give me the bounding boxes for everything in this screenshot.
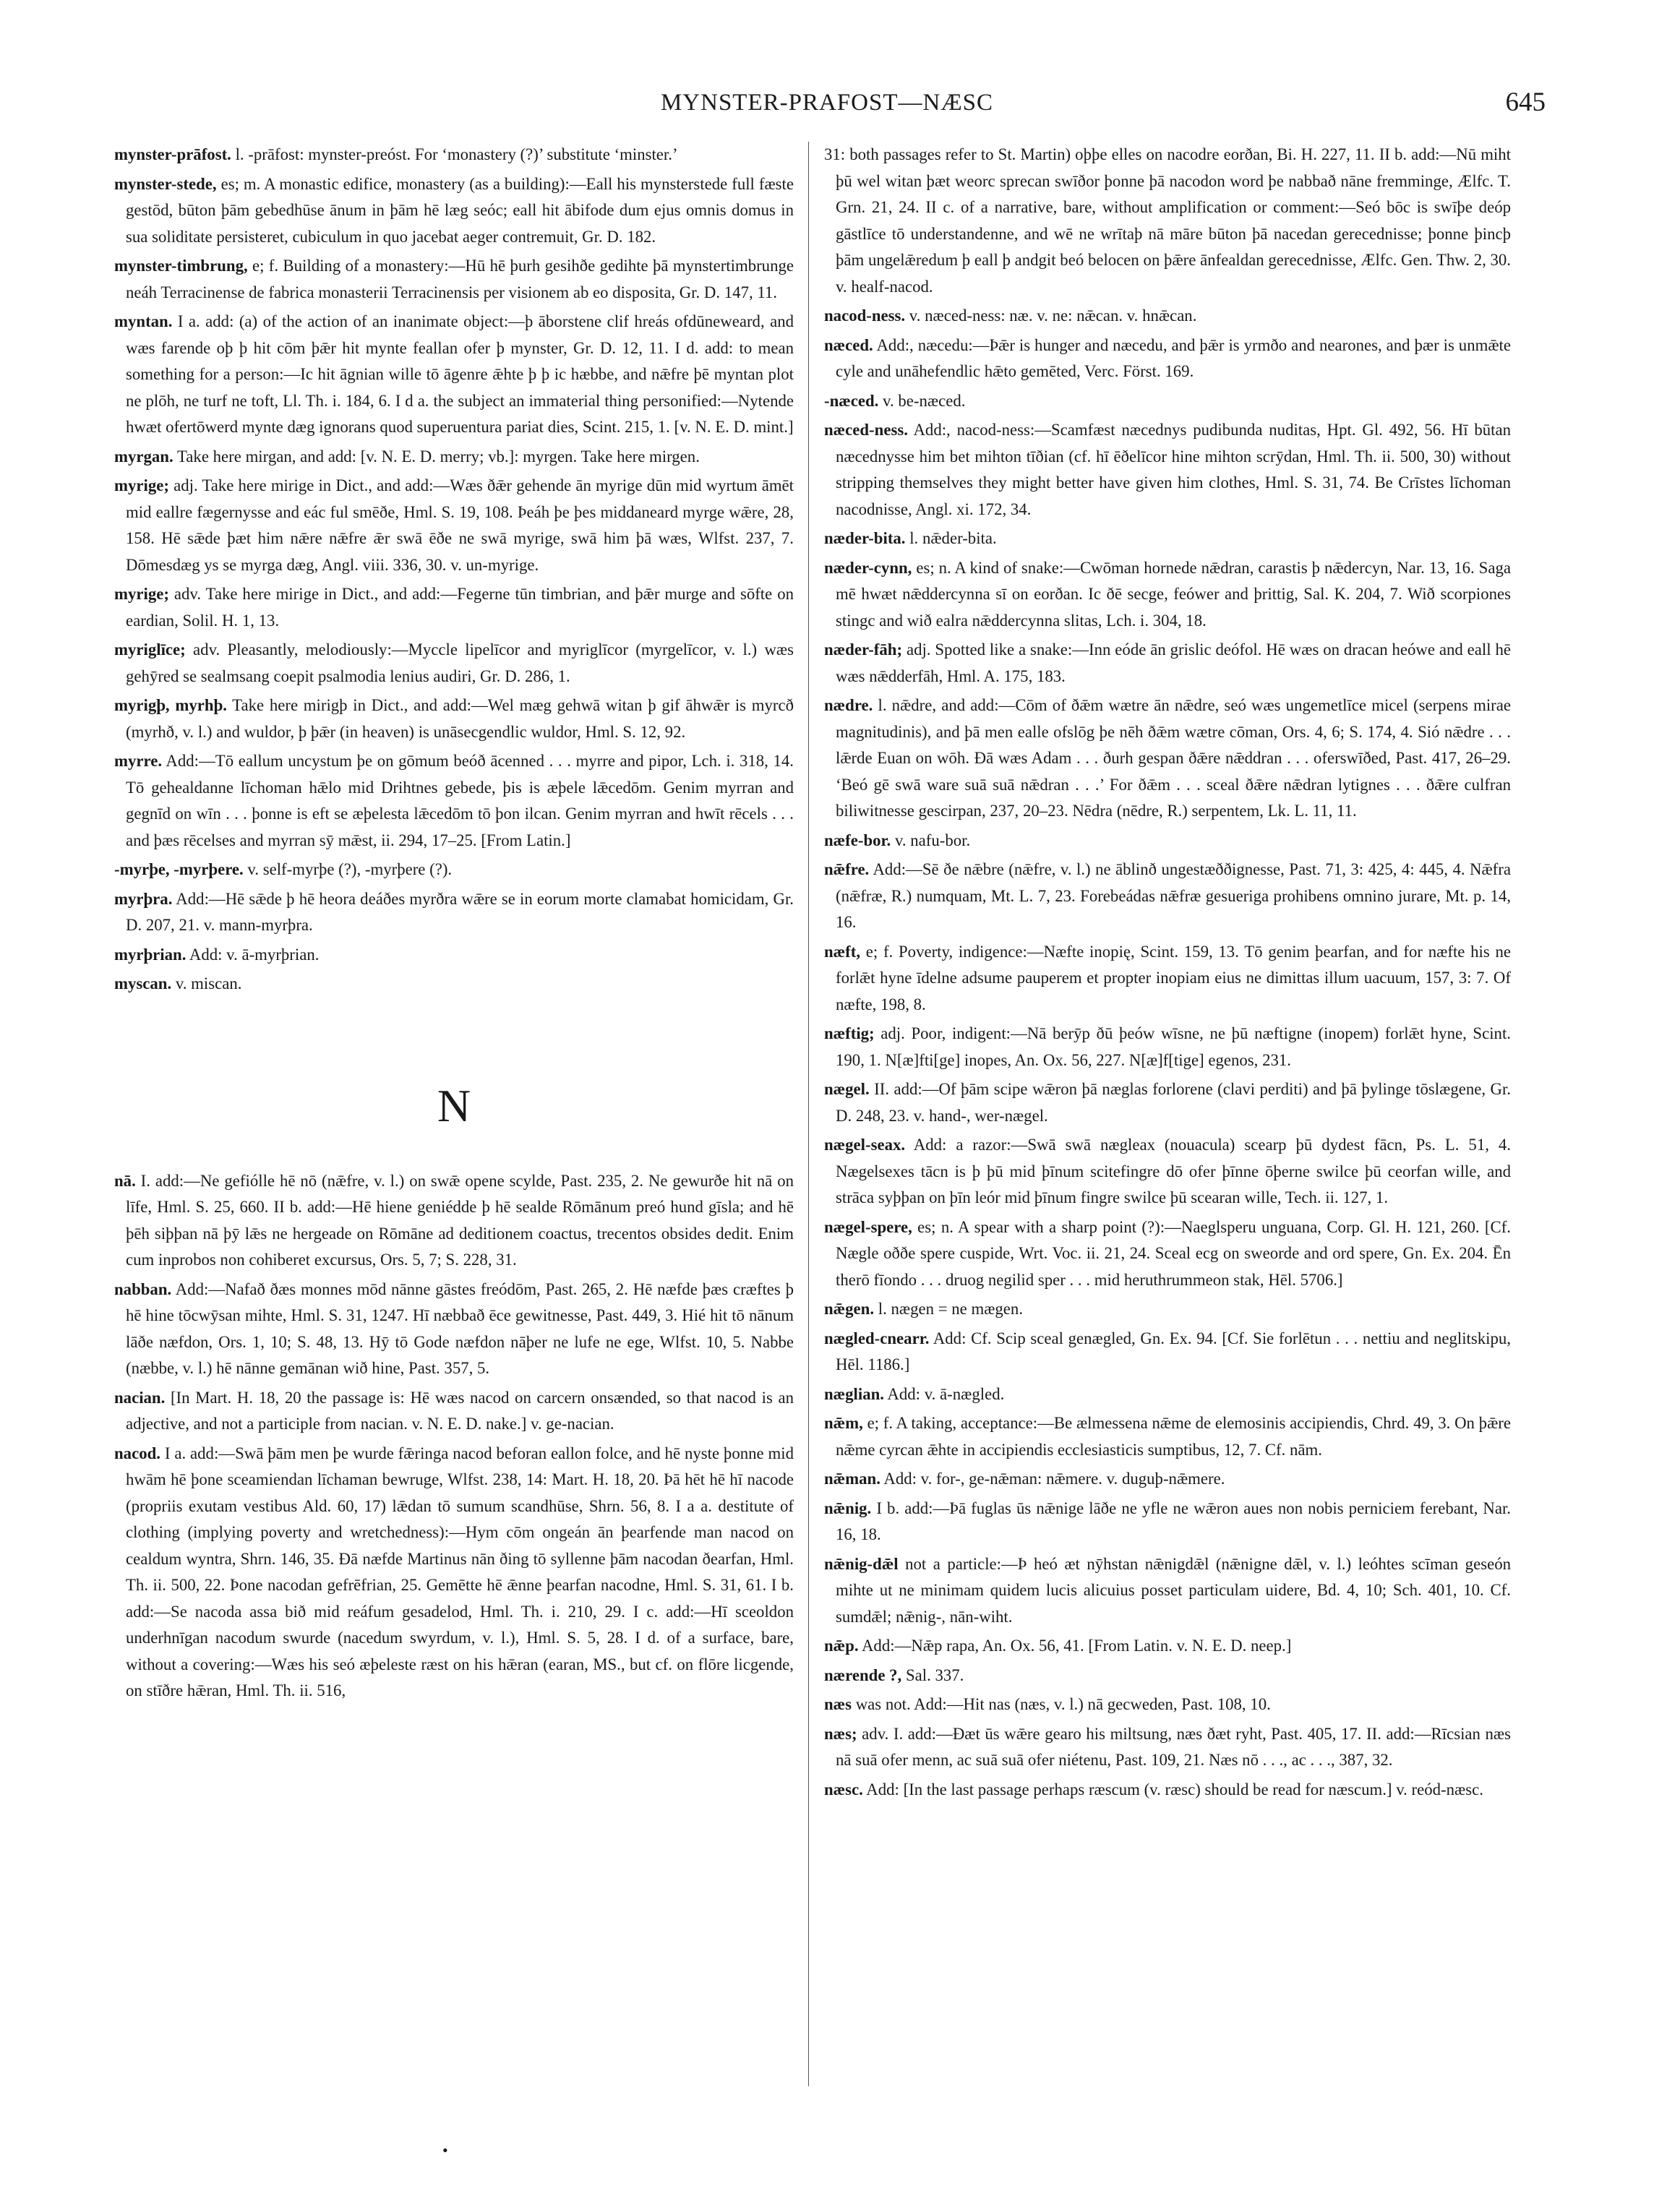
- dictionary-entry: [824, 693, 1511, 825]
- entry-headword: næsc.: [824, 1780, 863, 1799]
- dictionary-entry: [114, 857, 794, 883]
- entry-body: I a. add: (a) of the action of an inanimate object:—þ āborstene clif hreás ofdūneweard, and wæs farende oþ þ hit cōm þǣr hit mynte feallan ofer þ mynster, Gr. D. 12, 11. I d. add: to mean something for a person:—Ic hit āgnian wille tō āgenre ǣhte þ þ ic hæbbe, and nǣfre þē myntan plot ne plōh, ne turf ne toft, Ll. Th. i. 184, 6. I d a. the subject an immaterial thing personified:—Nytende hwæt ofertōwerd mynte dæg ignorans quod superuentura pariat dies, Scint. 215, 1. [v. N. E. D. mint.]: [126, 312, 794, 436]
- dictionary-entry: [824, 1692, 1511, 1718]
- entry-headword: nægel-spere,: [824, 1217, 912, 1236]
- entry-body: adj. Poor, indigent:—Nā berȳp ðū þeów wīsne, ne þū næftigne (inopem) forlǣt hyne, Scint. 190, 1. N[æ]fti[ge] inopes, An. Ox. 56, 227. N[æ]f[tige] egenos, 231.: [836, 1024, 1511, 1069]
- dictionary-entry: [824, 417, 1511, 523]
- entry-headword: myscan.: [114, 974, 172, 993]
- right-column: [824, 142, 1511, 1806]
- dictionary-entry: [824, 1076, 1511, 1129]
- entry-body: Add:, næcedu:—Þǣr is hunger and næcedu, and þǣr is yrmðo and nearones, and þær is unmǣte cyle and unāhefendlic hǣto gemēted, Verc. Först. 169.: [836, 335, 1511, 380]
- dictionary-entry: [114, 637, 794, 690]
- entry-headword: nacod-ness.: [824, 306, 906, 325]
- entry-body: es; n. A spear with a sharp point (?):—Naeglsperu unguana, Corp. Gl. H. 121, 260. [Cf. Nægle oððe spere cuspide, Wrt. Voc. ii. 21, 24. Sceal ecg on sweorde and ord spere, Gn. Ex. 204. Ēn therō fīondo . . . druog negilid sper . . . mid heruthrummeon stak, Hēl. 5706.]: [836, 1217, 1511, 1289]
- entry-headword: myrigþ, myrhþ.: [114, 696, 227, 714]
- entry-headword: nǣnig-dǣl: [824, 1554, 899, 1573]
- entry-headword: nægel.: [824, 1080, 870, 1098]
- entry-body: adv. Take here mirige in Dict., and add:—Fegerne tūn timbrian, and þǣr murge and sōfte on eardian, Solil. H. 1, 13.: [126, 585, 794, 630]
- entry-headword: -næced.: [824, 391, 879, 410]
- entry-headword: nǣm,: [824, 1414, 863, 1432]
- dictionary-entry: [824, 303, 1511, 330]
- entry-body: adv. I. add:—Ðæt ūs wǣre gearo his miltsung, næs ðæt ryht, Past. 405, 17. II. add:—Rīcsian næs nā suā ofer menn, ac suā suā ofer niétenu, Past. 109, 21. Næs nō . . ., ac . . ., 387, 32.: [836, 1724, 1511, 1769]
- entry-headword: nǣp.: [824, 1637, 859, 1655]
- entry-headword: myrige;: [114, 476, 169, 494]
- entry-body: l. nægen = ne mægen.: [874, 1300, 1024, 1318]
- entry-headword: myrige;: [114, 585, 169, 603]
- entry-headword: nā.: [114, 1171, 136, 1190]
- entry-body: II. add:—Of þām scipe wǣron þā næglas forlorene (clavi perditi) and þā þylinge tōslægene, Gr. D. 248, 23. v. hand-, wer-nægel.: [836, 1080, 1511, 1125]
- dictionary-entry: [114, 1385, 794, 1438]
- entry-body: Add:—Sē ðe nǣbre (nǣfre, v. l.) ne āblinð ungestæððignesse, Past. 71, 3: 425, 4: 445, 4. Nǣfra (nǣfræ, R.) numquam, Mt. L. 7, 23. Forebeádas nǣfræ gesueriga prohibens omnino jurare, Mt. p. 14, 16.: [836, 860, 1511, 931]
- entry-body: l. -prāfost: mynster-preóst. For ‘monastery (?)’ substitute ‘minster.’: [231, 145, 678, 163]
- dictionary-entry: [114, 886, 794, 939]
- dictionary-entry: [114, 693, 794, 745]
- dictionary-entry: [824, 1777, 1511, 1804]
- dictionary-entry: [114, 473, 794, 578]
- entry-body: Add:—Nǣp rapa, An. Ox. 56, 41. [From Latin. v. N. E. D. neep.]: [858, 1637, 1292, 1655]
- dictionary-entry: [824, 1021, 1511, 1073]
- entry-headword: nægled-cnearr.: [824, 1329, 930, 1347]
- dictionary-entry: [824, 555, 1511, 635]
- entry-body: I b. add:—Þā fuglas ūs nǣnige lāðe ne yfle ne wǣron aues non nobis perniciem ferebant, Nar. 16, 18.: [836, 1499, 1511, 1543]
- dictionary-entry: [114, 748, 794, 854]
- entry-headword: nacod.: [114, 1444, 160, 1462]
- page-number: 645: [1505, 87, 1546, 117]
- dictionary-entry: [114, 142, 794, 168]
- dictionary-entry: [824, 1132, 1511, 1212]
- entry-headword: myriglīce;: [114, 640, 186, 659]
- entry-body: adj. Take here mirige in Dict., and add:—Wæs ðǣr gehende ān myrige dūn mid wyrtum āmēt mid eallre fægernysse and eác ful smēðe, Hml. S. 19, 108. Þeáh þe þes middaneard myrge wǣre, 28, 158. Hē sǣde þæt him nǣre nǣfre ǣr swā ēðe ne swā myrige, swā him þā wæs, Wlfst. 237, 7. Dōmesdæg ys se myrga dæg, Angl. viii. 336, 30. v. un-myrige.: [126, 476, 794, 574]
- entry-headword: nædre.: [824, 696, 873, 714]
- entry-body: Add: v. ā-nægled.: [883, 1384, 1005, 1403]
- entry-headword: myrþra.: [114, 889, 173, 908]
- entry-body: Take here mirgan, and add: [v. N. E. D. merry; vb.]: myrgen. Take here mirgen.: [173, 447, 700, 466]
- dictionary-entry: [824, 1381, 1511, 1408]
- entry-body: Add:—Hē sǣde þ hē heora deáðes myrðra wǣre se in eorum morte clamabat homicidam, Gr. D. 207, 21. v. mann-myrþra.: [126, 889, 794, 934]
- dictionary-entry: [824, 939, 1511, 1019]
- entry-headword: næglian.: [824, 1384, 884, 1403]
- entry-headword: mynster-timbrung,: [114, 257, 248, 275]
- entry-headword: næfe-bor.: [824, 831, 891, 849]
- running-title: MYNSTER-PRAFOST—NÆSC: [660, 90, 994, 116]
- entry-headword: nabban.: [114, 1279, 172, 1298]
- entry-body: I. add:—Ne gefiólle hē nō (nǣfre, v. l.) on swǣ opene scylde, Past. 235, 2. Ne gewurðe hit nā on līfe, Hml. S. 25, 660. II b. add:—Hē hiene geniédde þ hē sealde Rōmānum preó hund gīsla; and hē þēh siþþan nā þȳ lǣs ne hergeade on Rōmāne ad deditionem coactus, trecentos obsides dedit. Enim cum inprobos non cohiberet excursus, Ors. 5, 7; S. 228, 31.: [126, 1171, 794, 1269]
- entry-body: v. miscan.: [171, 974, 242, 993]
- entry-headword: næder-bita.: [824, 529, 906, 547]
- entry-body: Add:—Nafað ðæs monnes mōd nānne gāstes freódōm, Past. 265, 2. Hē næfde þæs cræftes þ hē hine tōcwȳsan mihte, Hml. S. 31, 1247. Hī næbbað ēce gewitnesse, Past. 449, 3. Hié hit tō nānum lāðe næfdon, Ors. 1, 10; S. 48, 13. Hȳ tō Gode næfdon nāþer ne lufe ne ege, Wlfst. 10, 5. Nabbe (næbbe, v. l.) hē nānne gemānan wið hine, Past. 357, 5.: [126, 1279, 794, 1377]
- dictionary-entry: [114, 253, 794, 306]
- entry-headword: myrgan.: [114, 447, 173, 466]
- dictionary-entry: [824, 637, 1511, 690]
- entry-body: e; f. Building of a monastery:—Hū hē þurh gesihðe gedihte þā mynstertimbrunge neáh Terracinense de fabrica monasterii Terracinensis per visionem ab eo disposita, Gr. D. 147, 11.: [126, 257, 794, 301]
- dictionary-entry: [824, 1466, 1511, 1493]
- dictionary-entry: [114, 1441, 794, 1705]
- dictionary-entry: [114, 1277, 794, 1382]
- entry-headword: næft,: [824, 942, 861, 961]
- column-divider: [808, 142, 809, 2086]
- dictionary-entry: [824, 1326, 1511, 1379]
- entry-headword: nægel-seax.: [824, 1136, 906, 1154]
- dictionary-entry: [114, 581, 794, 634]
- entry-headword: mynster-prāfost.: [114, 145, 231, 163]
- dictionary-entry: [114, 1168, 794, 1274]
- entry-headword: myntan.: [114, 312, 173, 330]
- entry-body: Add:, nacod-ness:—Scamfæst næcednys pudibunda nuditas, Hpt. Gl. 492, 56. Hī būtan næcednysse him bet mihton tīðian (cf. hī ēðelīcor hine mihton scrȳdan, Hml. Th. ii. 500, 30) without stripping themselves they might better have given him clothes, Hml. S. 31, 74. Be Crīstes līchoman nacodnisse, Angl. xi. 172, 34.: [836, 421, 1511, 518]
- entry-headword: næced-ness.: [824, 421, 908, 439]
- dictionary-entry: [824, 1551, 1511, 1631]
- dictionary-entry: [114, 309, 794, 441]
- entry-headword: næced.: [824, 335, 873, 354]
- entry-body: Add: a razor:—Swā swā nægleax (nouacula) scearp þū dydest fācn, Ps. L. 51, 4. Nægelsexes tācn is þ þū mid þīnum scitefingre dō ofer þīnne ōþerne swilce þū ceorfan wille, and strāca syþþan on þīn leór mid þīnum fingre swilce þū scearan wille, Tech. ii. 127, 1.: [836, 1136, 1511, 1206]
- dictionary-entry: [824, 828, 1511, 854]
- dictionary-entry: [824, 1721, 1511, 1774]
- entry-body: v. be-næced.: [878, 391, 966, 410]
- entry-body: e; f. Poverty, indigence:—Næfte inopię, Scint. 159, 13. Tō genim þearfan, and for næfte his ne forlǣt hyne īdelne adsume pauperem et propter inopiam eius ne dimittas illum uacuum, 157, 3: 7. Of næfte, 198, 8.: [836, 942, 1511, 1013]
- dictionary-entry: [824, 1663, 1511, 1689]
- entry-headword: næs;: [824, 1724, 857, 1743]
- entry-headword: myrþrian.: [114, 945, 187, 964]
- entry-body: adv. Pleasantly, melodiously:—Myccle lipelīcor and myriglīcor (myrgelīcor, v. l.) wæs gehȳred se sealmsang coepit psalmodia lenius audiri, Gr. D. 286, 1.: [126, 640, 794, 685]
- entry-body: l. nǣder-bita.: [905, 529, 997, 547]
- entry-body: I a. add:—Swā þām men þe wurde fǣringa nacod beforan eallon folce, and hē nyste þonne mid hwām hē þone sceamiendan līchaman bewruge, Wlfst. 238, 14: Mart. H. 18, 20. Þā hēt hē hī nacode (propriis exutam vestibus Ald. 60, 17) lǣdan tō sumum scandhūse, Shrn. 56, 8. I a a. destitute of clothing (implying poverty and wretchedness):—Hym cōm ongeán ān þearfende man nacod on cealdum wyntra, Shrn. 146, 35. Ðā næfde Martinus nān ðing tō syllenne þām nacodan ðearfan, Hml. Th. ii. 500, 22. Þone nacodan gefrēfrian, 25. Gemētte hē ǣnne þearfan nacodne, Hml. S. 31, 61. I b. add:—Se nacoda assa bið mid reáfum gesadelod, Hml. Th. i. 210, 29. I c. add:—Hī sceoldon underhnīgan nacodum swurde (nacedum swyrdum, v. l.), Hml. S. 5, 28. I d. of a surface, bare, without a covering:—Wæs his seó æþeleste ræst on his hǣran (earan, MS., but cf. on flōre licgende, on stīðre hǣran, Hml. Th. ii. 516,: [126, 1444, 794, 1699]
- entry-body: v. self-myrþe (?), -myrþere (?).: [243, 860, 453, 878]
- dictionary-entry: [114, 971, 794, 998]
- entry-headword: -myrþe, -myrþere.: [114, 860, 244, 878]
- entry-headword: nǣfre.: [824, 860, 870, 878]
- entry-headword: nærende ?,: [824, 1666, 902, 1684]
- entry-body: adj. Spotted like a snake:—Inn eóde ān grislic deófol. Hē wæs on dracan heówe and eall hē wæs nǣdderfāh, Hml. A. 175, 183.: [836, 640, 1511, 685]
- dictionary-entry: [114, 942, 794, 969]
- entry-headword: myrre.: [114, 752, 163, 770]
- dictionary-entry: [824, 1410, 1511, 1463]
- dictionary-entry: [114, 444, 794, 471]
- dictionary-entry: [824, 1214, 1511, 1294]
- entry-body: Sal. 337.: [901, 1666, 964, 1684]
- entry-headword: nǣgen.: [824, 1300, 875, 1318]
- left-entries-before: [114, 142, 794, 998]
- dictionary-entry: [824, 333, 1511, 385]
- left-entries-after: [114, 1168, 794, 1705]
- dictionary-entry: [114, 171, 794, 251]
- entry-body: not a particle:—Þ heó æt nȳhstan nǣnigdǣl (nǣnigne dǣl, v. l.) leóhtes scīman geseón mihte ut ne minimam quidem lucis alicuius posset particulam uidere, Bd. 4, 10; Sch. 401, 10. Cf. sumdǣl; nǣnig-, nān-wiht.: [836, 1554, 1511, 1626]
- dictionary-entry: [824, 1496, 1511, 1548]
- running-head: [108, 85, 1546, 129]
- right-entries: [824, 142, 1511, 1803]
- entry-body: e; f. A taking, acceptance:—Be ælmessena nǣme de elemosinis accipiendis, Chrd. 49, 3. On þǣre nǣme cyrcan ǣhte in accipiendis ecclesiasticis sumptibus, 12, 7. Cf. nām.: [836, 1414, 1511, 1459]
- entry-body: Add:—Tō eallum uncystum þe on gōmum beóð ācenned . . . myrre and pipor, Lch. i. 318, 14. Tō gehealdanne līchoman hǣlo mid Drihtnes gebede, þis is æþele lǣcedōm. Genim myrran and gegnīd on wīn . . . þonne is eft se æþelesta lǣcedōm tō þon ilcan. Genim myrran and hwīt rēcels . . . and þæs rēcelses and myrran sȳ mǣst, ii. 294, 17–25. [From Latin.]: [126, 752, 794, 849]
- entry-body: v. nafu-bor.: [891, 831, 971, 849]
- dictionary-entry: [824, 1296, 1511, 1323]
- entry-body: [In Mart. H. 18, 20 the passage is: Hē wæs nacod on carcern onsænded, so that nacod is an adjective, and not a participle from nacian. v. N. E. D. nake.] v. ge-nacian.: [126, 1388, 794, 1433]
- dictionary-entry: [824, 388, 1511, 415]
- entry-body: 31: both passages refer to St. Martin) oþþe elles on nacodre eorðan, Bi. H. 227, 11. II b. add:—Nū miht þū wel witan þæt weorc sprecan swīðor þonne þā nacodon word þe nabbað nāne fremminge, Ælfc. T. Grn. 21, 24. II c. of a narrative, bare, without amplification or comment:—Seó bōc is swīþe deóp gāstlīce tō understandenne, and wē ne wrītaþ nā māre būton þā nacedan gerecednisse; þonne þincþ þām ungelǣredum þ eall þ andgit beó belocen on þǣre ānfealdan gerecednisse, Ælfc. Gen. Thw. 2, 30. v. healf-nacod.: [824, 145, 1511, 296]
- entry-body: Add: v. ā-myrþrian.: [186, 945, 320, 964]
- entry-headword: næftig;: [824, 1024, 875, 1042]
- page-mark: •: [442, 2141, 448, 2159]
- entry-headword: nǣman.: [824, 1470, 880, 1488]
- entry-body: es; m. A monastic edifice, monastery (as a building):—Eall his mynsterstede full fæste gestōd, būton þām gebedhūse ānum in þām hē læg seóc; eall hit ābifode dum ejus omnis domus in sua soliditate persisteret, cubiculum in quo jacebat aeger contremuit, Gr. D. 182.: [126, 174, 794, 246]
- entry-body: Add: v. for-, ge-nǣman: nǣmere. v. duguþ-nǣmere.: [880, 1470, 1225, 1488]
- entry-body: Add: Cf. Scip sceal genægled, Gn. Ex. 94. [Cf. Sie forlētun . . . nettiu and neglitskipu, Hēl. 1186.]: [836, 1329, 1511, 1373]
- entry-body: Add: [In the last passage perhaps ræscum (v. ræsc) should be read for næscum.] v. reód-næsc.: [862, 1780, 1483, 1799]
- entry-body: v. næced-ness: næ. v. ne: nǣcan. v. hnǣcan.: [905, 306, 1197, 325]
- dictionary-entry: [824, 142, 1511, 300]
- entry-headword: nacian.: [114, 1388, 166, 1407]
- entry-headword: nǣnig.: [824, 1499, 872, 1517]
- entry-headword: mynster-stede,: [114, 174, 217, 193]
- left-column: [114, 142, 794, 1707]
- dictionary-entry: [824, 857, 1511, 936]
- dictionary-entry: [824, 1633, 1511, 1660]
- entry-body: es; n. A kind of snake:—Cwōman hornede nǣdran, carastis þ nǣdercyn, Nar. 13, 16. Saga mē hwæt nǣddercynna sī on eorðan. Ic ðē secge, feówer and þrittig, Sal. K. 204, 7. Wið scorpiones stingc and wið ealra nǣddercynna slitas, Lch. i. 304, 18.: [836, 558, 1511, 630]
- dictionary-entry: [824, 526, 1511, 552]
- section-letter: N: [437, 1079, 471, 1131]
- entry-headword: næs: [824, 1695, 852, 1713]
- entry-headword: næder-cynn,: [824, 558, 912, 577]
- entry-body: was not. Add:—Hit nas (næs, v. l.) nā gecweden, Past. 108, 10.: [852, 1695, 1271, 1713]
- entry-body: l. nǣdre, and add:—Cōm of ðǣm wætre ān nǣdre, seó wæs ungemetlīce micel (serpens mirae magnitudinis), and þā men ealle ofslōg þe nēh ðǣm wætre cōman, Ors. 4, 6; S. 174, 4. Sió nǣdre . . . lǣrde Euan on wōh. Ðā wæs Adam . . . ðurh gespan ðǣre nǣddran . . . oferswīðed, Past. 417, 26–29. ‘Beó gē swā ware suā suā nǣdran . . .’ For ðǣm . . . sceal ðǣre nǣdran lytignes . . . ðǣre culfran biliwitnesse gescirpan, 237, 20–23. Nēdra (nēdre, R.) serpentem, Lk. L. 11, 11.: [836, 696, 1511, 820]
- entry-headword: næder-fāh;: [824, 640, 903, 659]
- entry-body: Take here mirigþ in Dict., and add:—Wel mæg gehwā witan þ gif āhwǣr is myrcð (myrhð, v. l.) and wuldor, þ þǣr (in heaven) is unāsecgendlic wuldor, Hml. S. 12, 92.: [126, 696, 794, 741]
